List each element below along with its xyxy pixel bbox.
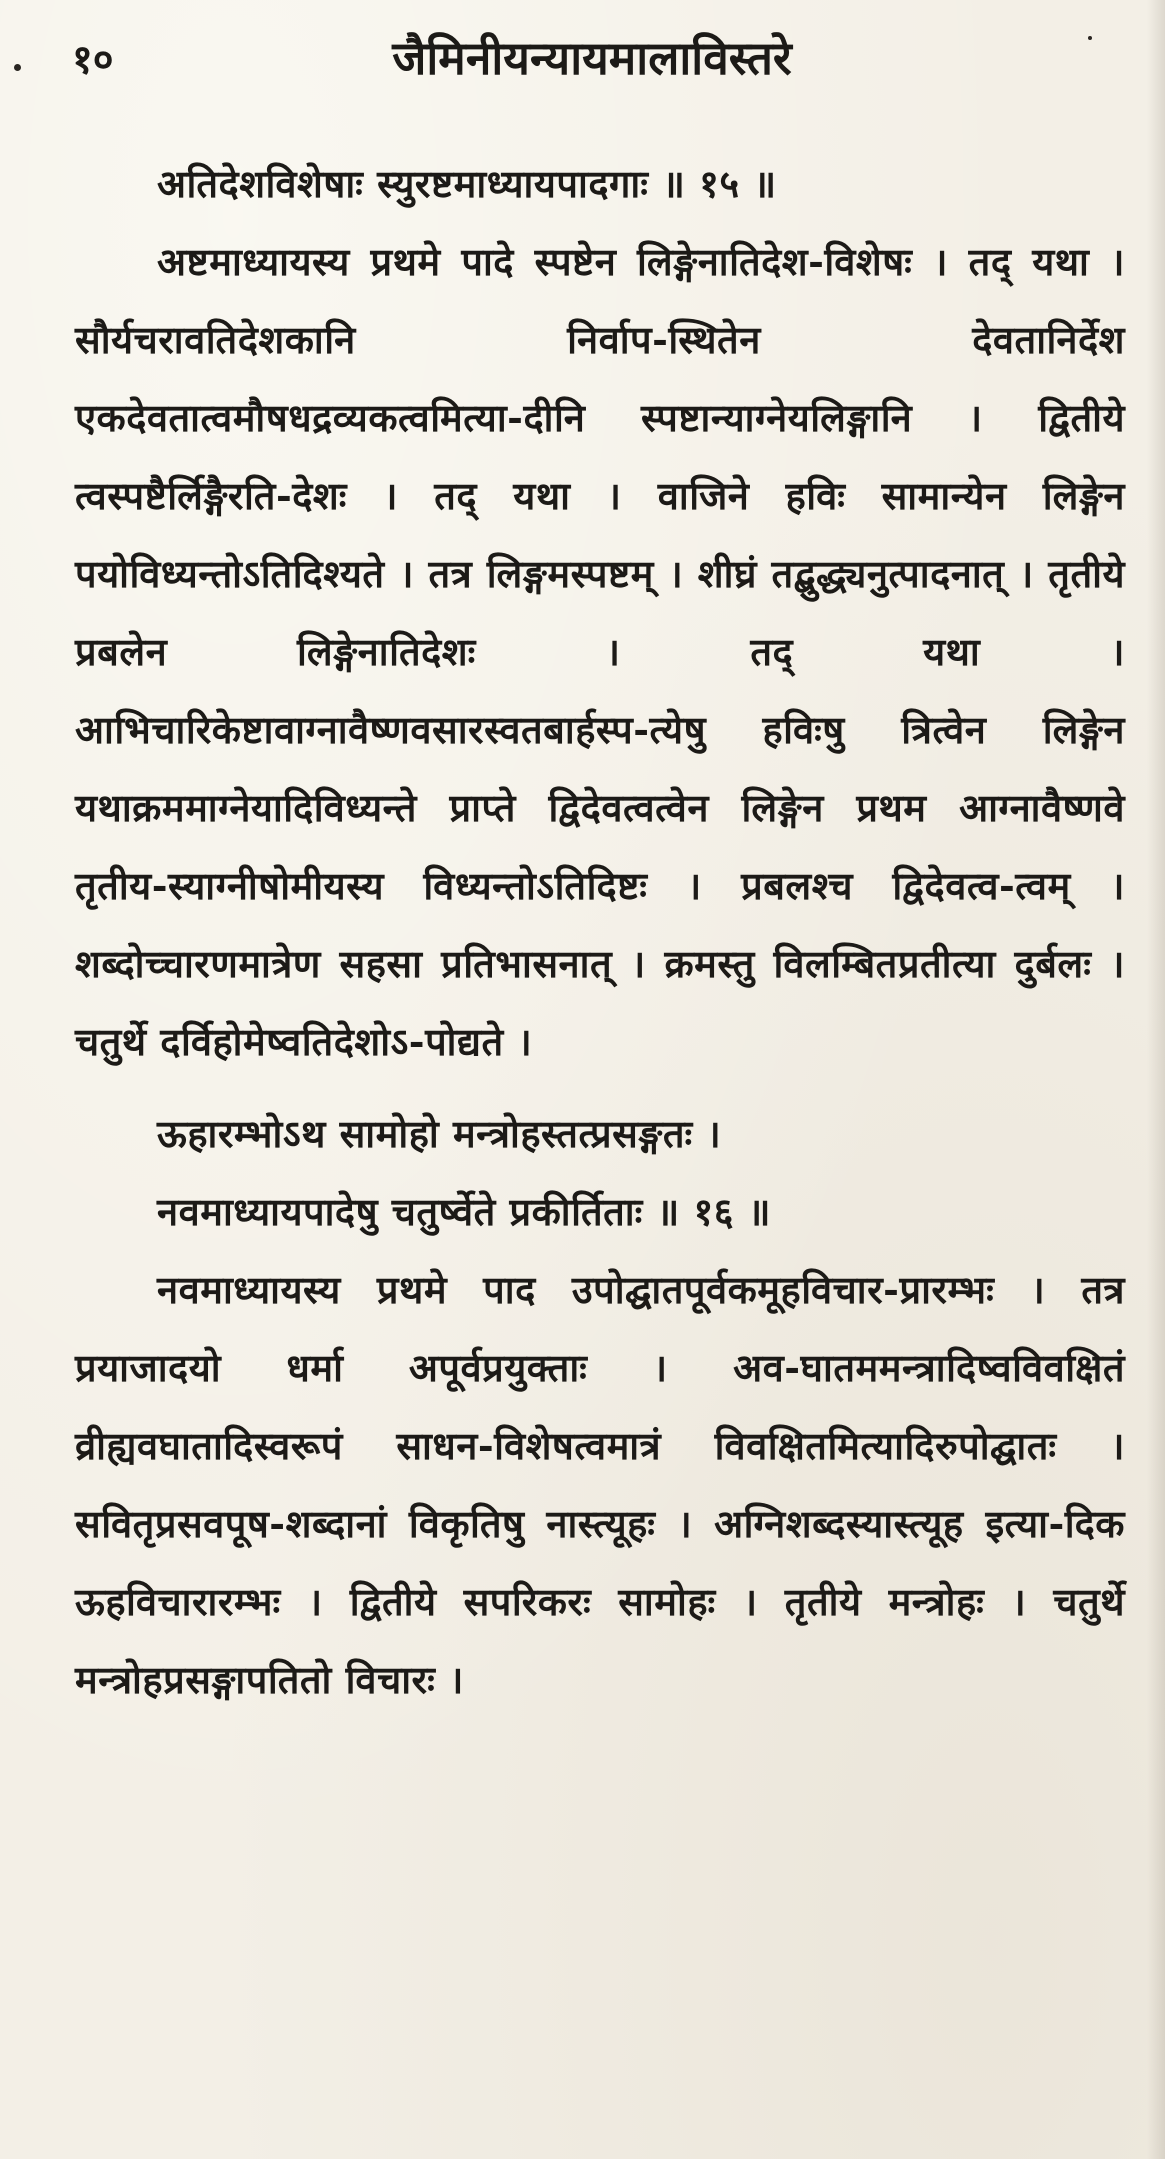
running-head xyxy=(72,28,1112,98)
paragraph-chapter-9: नवमाध्यायस्य प्रथमे पाद उपोद्घातपूर्वकमूहविचार-प्रारम्भः । तत्र प्रयाजादयो धर्मा अपूर्वप्रयुक्ताः । अव-घातममन्त्रादिष्वविवक्षितं व्रीह्यवघातादिस्वरूपं साधन-विशेषत्वमात्रं विवक्षितमित्यादिरुपोद्घातः । सवितृप्रसवपूष-शब्दानां विकृतिषु नास्त्यूहः । अग्निशब्दस्यास्त्यूह इत्या-दिक ऊहविचारारम्भः । द्वितीये सपरिकरः सामोहः । तृतीये मन्त्रोहः । चतुर्थे मन्त्रोहप्रसङ्गापतितो विचारः । xyxy=(75,1267,1125,1702)
header-title: जैमिनीयन्यायमालाविस्तरे xyxy=(392,31,792,85)
page-edge-shadow xyxy=(1147,0,1165,2159)
ink-speck xyxy=(14,64,21,71)
verse-15: अतिदेशविशेषाः स्युरष्टमाध्यायपादगाः ॥ १५ ॥ xyxy=(157,161,777,206)
page-number: १० xyxy=(72,36,114,83)
verse-16-line-2: नवमाध्यायपादेषु चतुर्ष्वेते प्रकीर्तिताः ॥ १६ ॥ xyxy=(157,1189,772,1234)
verse-16-line-1: ऊहारम्भोऽथ सामोहो मन्त्रोहस्तत्प्रसङ्गतः । xyxy=(157,1111,722,1156)
body-text xyxy=(75,145,1125,1719)
paragraph-chapter-8: अष्टमाध्यायस्य प्रथमे पादे स्पष्टेन लिङ्गेनातिदेश-विशेषः । तद् यथा । सौर्यचरावतिदेशकानि निर्वाप-स्थितेन देवतानिर्देश एकदेवतात्वमौषधद्रव्यकत्वमित्या-दीनि स्पष्टान्याग्नेयलिङ्गानि । द्वितीये त्वस्पष्टैर्लिङ्गैरति-देशः । तद् यथा । वाजिने हविः सामान्येन लिङ्गेन पयोविध्यन्तोऽतिदिश्यते । तत्र लिङ्गमस्पष्टम् । शीघ्रं तद्बुद्ध्यनुत्पादनात् । तृतीये प्रबलेन लिङ्गेनातिदेशः । तद् यथा । आभिचारिकेष्टावाग्नावैष्णवसारस्वतबार्हस्प-त्येषु हविःषु त्रित्वेन लिङ्गेन यथाक्रममाग्नेयादिविध्यन्ते प्राप्ते द्विदेवत्वत्वेन लिङ्गेन प्रथम आग्नावैष्णवे तृतीय-स्याग्नीषोमीयस्य विध्यन्तोऽतिदिष्टः । प्रबलश्च द्विदेवत्व-त्वम् । शब्दोच्चारणमात्रेण सहसा प्रतिभासनात् । क्रमस्तु विलम्बितप्रतीत्या दुर्बलः । चतुर्थे दर्विहोमेष्वतिदेशोऽ-पोद्यते । xyxy=(75,239,1125,1064)
